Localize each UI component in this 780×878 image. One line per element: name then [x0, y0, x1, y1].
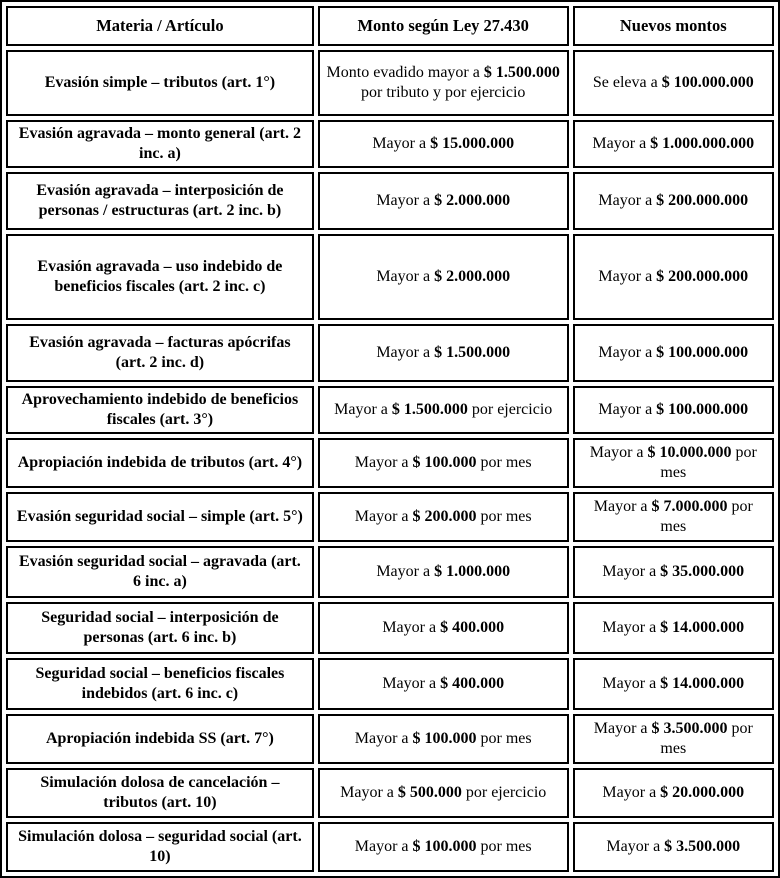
materia-text: Apropiación indebida SS (art. 7°): [45, 730, 274, 747]
nuevos-pre-text: Mayor a: [592, 135, 651, 152]
ley-amount-text: $ 100.000: [412, 838, 477, 855]
nuevos-amount-text: $ 200.000.000: [656, 268, 749, 285]
ley-post-text: por mes: [476, 838, 532, 855]
nuevos-pre-text: Mayor a: [598, 344, 657, 361]
ley-post-text: por ejercicio: [467, 401, 553, 418]
ley-amount-text: $ 200.000: [412, 508, 477, 525]
nuevos-cell: [573, 546, 774, 598]
nuevos-pre-text: Mayor a: [598, 268, 657, 285]
nuevos-amount-text: $ 35.000.000: [660, 563, 745, 580]
nuevos-post-text: por mes: [660, 444, 757, 481]
ley-cell: [318, 492, 569, 542]
ley-pre-text: Mayor a: [382, 675, 441, 692]
ley-amount-text: $ 1.000.000: [434, 563, 511, 580]
ley-pre-text: Mayor a: [372, 135, 431, 152]
ley-amount-text: $ 15.000.000: [430, 135, 515, 152]
ley-amount-text: $ 100.000: [412, 454, 477, 471]
materia-text: Evasión simple – tributos (art. 1°): [44, 74, 276, 91]
nuevos-cell: [573, 658, 774, 710]
nuevos-post-text: por mes: [660, 720, 753, 757]
ley-cell: [318, 172, 569, 230]
ley-post-text: por ejercicio: [461, 784, 547, 801]
materia-text: Evasión seguridad social – agravada (art. 6 inc. a): [19, 553, 301, 590]
column-header-ley: Monto según Ley 27.430: [318, 6, 569, 46]
materia-text: Apropiación indebida de tributos (art. 4°): [17, 454, 303, 471]
table-row: [6, 386, 774, 434]
materia-cell: [6, 324, 314, 382]
nuevos-pre-text: Mayor a: [606, 838, 665, 855]
nuevos-amount-text: $ 20.000.000: [660, 784, 745, 801]
ley-pre-text: Mayor a: [376, 344, 435, 361]
table-row: [6, 768, 774, 818]
ley-pre-text: Mayor a: [354, 838, 413, 855]
ley-post-text: por tributo y por ejercicio: [361, 84, 526, 101]
ley-pre-text: Mayor a: [354, 454, 413, 471]
materia-cell: [6, 602, 314, 654]
nuevos-cell: [573, 602, 774, 654]
table-row: [6, 172, 774, 230]
nuevos-cell: [573, 120, 774, 168]
nuevos-pre-text: Mayor a: [598, 401, 657, 418]
nuevos-cell: [573, 438, 774, 488]
ley-cell: [318, 324, 569, 382]
ley-post-text: por mes: [476, 454, 532, 471]
ley-pre-text: Mayor a: [340, 784, 398, 801]
materia-text: Evasión agravada – monto general (art. 2 inc. a): [18, 125, 301, 162]
ley-amount-text: $ 1.500.000: [483, 64, 560, 81]
table-body: [6, 50, 774, 872]
table-row: [6, 714, 774, 764]
ley-pre-text: Mayor a: [376, 563, 435, 580]
materia-cell: [6, 50, 314, 116]
table-row: [6, 120, 774, 168]
nuevos-pre-text: Mayor a: [598, 192, 657, 209]
ley-cell: [318, 386, 569, 434]
ley-post-text: por mes: [476, 508, 532, 525]
nuevos-amount-text: $ 3.500.000: [664, 838, 741, 855]
materia-cell: [6, 172, 314, 230]
ley-amount-text: $ 400.000: [440, 619, 505, 636]
materia-text: Simulación dolosa – seguridad social (art. 10): [18, 828, 302, 865]
nuevos-pre-text: Se eleva a: [592, 74, 662, 91]
nuevos-amount-text: $ 1.000.000.000: [650, 135, 755, 152]
nuevos-amount-text: $ 10.000.000: [647, 444, 732, 461]
ley-amount-text: $ 100.000: [412, 730, 477, 747]
table-row: [6, 658, 774, 710]
nuevos-pre-text: Mayor a: [602, 675, 661, 692]
nuevos-cell: [573, 714, 774, 764]
nuevos-amount-text: $ 7.000.000: [651, 498, 728, 515]
ley-amount-text: $ 2.000.000: [434, 268, 511, 285]
materia-text: Seguridad social – beneficios fiscales indebidos (art. 6 inc. c): [35, 665, 285, 702]
ley-pre-text: Mayor a: [354, 730, 413, 747]
materia-cell: [6, 714, 314, 764]
table-row: [6, 822, 774, 872]
ley-cell: [318, 120, 569, 168]
materia-cell: [6, 234, 314, 320]
table-row: [6, 546, 774, 598]
nuevos-pre-text: Mayor a: [593, 498, 652, 515]
ley-amount-text: $ 400.000: [440, 675, 505, 692]
column-header-materia: Materia / Artículo: [6, 6, 314, 46]
ley-amount-text: $ 1.500.000: [391, 401, 468, 418]
ley-pre-text: Mayor a: [354, 508, 413, 525]
materia-cell: [6, 120, 314, 168]
materia-text: Evasión agravada – interposición de personas / estructuras (art. 2 inc. b): [36, 182, 284, 219]
nuevos-cell: [573, 492, 774, 542]
nuevos-cell: [573, 234, 774, 320]
ley-cell: [318, 714, 569, 764]
materia-cell: [6, 386, 314, 434]
nuevos-pre-text: Mayor a: [589, 444, 648, 461]
nuevos-cell: [573, 172, 774, 230]
table-header-row: [6, 6, 774, 46]
materia-text: Evasión agravada – facturas apócrifas (art. 2 inc. d): [29, 334, 291, 371]
materia-cell: [6, 438, 314, 488]
nuevos-cell: [573, 50, 774, 116]
ley-cell: [318, 822, 569, 872]
nuevos-pre-text: Mayor a: [602, 619, 661, 636]
ley-cell: [318, 768, 569, 818]
ley-pre-text: Mayor a: [334, 401, 392, 418]
nuevos-pre-text: Mayor a: [602, 784, 661, 801]
nuevos-amount-text: $ 200.000.000: [656, 192, 749, 209]
ley-pre-text: Mayor a: [382, 619, 441, 636]
column-header-nuevos: Nuevos montos: [573, 6, 774, 46]
ley-amount-text: $ 1.500.000: [434, 344, 511, 361]
ley-amount-text: $ 2.000.000: [434, 192, 511, 209]
nuevos-amount-text: $ 14.000.000: [660, 675, 745, 692]
table-row: [6, 492, 774, 542]
nuevos-pre-text: Mayor a: [602, 563, 661, 580]
ley-cell: [318, 602, 569, 654]
materia-text: Aprovechamiento indebido de beneficios fiscales (art. 3°): [21, 391, 299, 428]
nuevos-amount-text: $ 3.500.000: [651, 720, 728, 737]
nuevos-amount-text: $ 100.000.000: [656, 401, 749, 418]
table-row: [6, 50, 774, 116]
materia-cell: [6, 492, 314, 542]
materia-text: Evasión seguridad social – simple (art. 5°): [16, 508, 303, 525]
materia-text: Evasión agravada – uso indebido de beneficios fiscales (art. 2 inc. c): [37, 258, 283, 295]
table-row: [6, 324, 774, 382]
materia-cell: [6, 768, 314, 818]
materia-cell: [6, 546, 314, 598]
table-row: [6, 234, 774, 320]
materia-cell: [6, 822, 314, 872]
nuevos-amount-text: $ 100.000.000: [661, 74, 754, 91]
ley-cell: [318, 546, 569, 598]
ley-cell: [318, 50, 569, 116]
materia-text: Seguridad social – interposición de personas (art. 6 inc. b): [41, 609, 279, 646]
ley-post-text: por mes: [476, 730, 532, 747]
nuevos-cell: [573, 822, 774, 872]
ley-pre-text: Mayor a: [376, 192, 435, 209]
ley-pre-text: Monto evadido mayor a: [326, 64, 484, 81]
nuevos-cell: [573, 324, 774, 382]
nuevos-cell: [573, 386, 774, 434]
nuevos-amount-text: $ 14.000.000: [660, 619, 745, 636]
ley-cell: [318, 658, 569, 710]
table-row: [6, 602, 774, 654]
ley-cell: [318, 234, 569, 320]
ley-pre-text: Mayor a: [376, 268, 435, 285]
ley-cell: [318, 438, 569, 488]
nuevos-post-text: por mes: [660, 498, 753, 535]
materia-text: Simulación dolosa de cancelación – tributos (art. 10): [40, 774, 280, 811]
nuevos-pre-text: Mayor a: [593, 720, 652, 737]
table-row: [6, 438, 774, 488]
nuevos-cell: [573, 768, 774, 818]
nuevos-amount-text: $ 100.000.000: [656, 344, 749, 361]
ley-amount-text: $ 500.000: [397, 784, 462, 801]
materia-cell: [6, 658, 314, 710]
